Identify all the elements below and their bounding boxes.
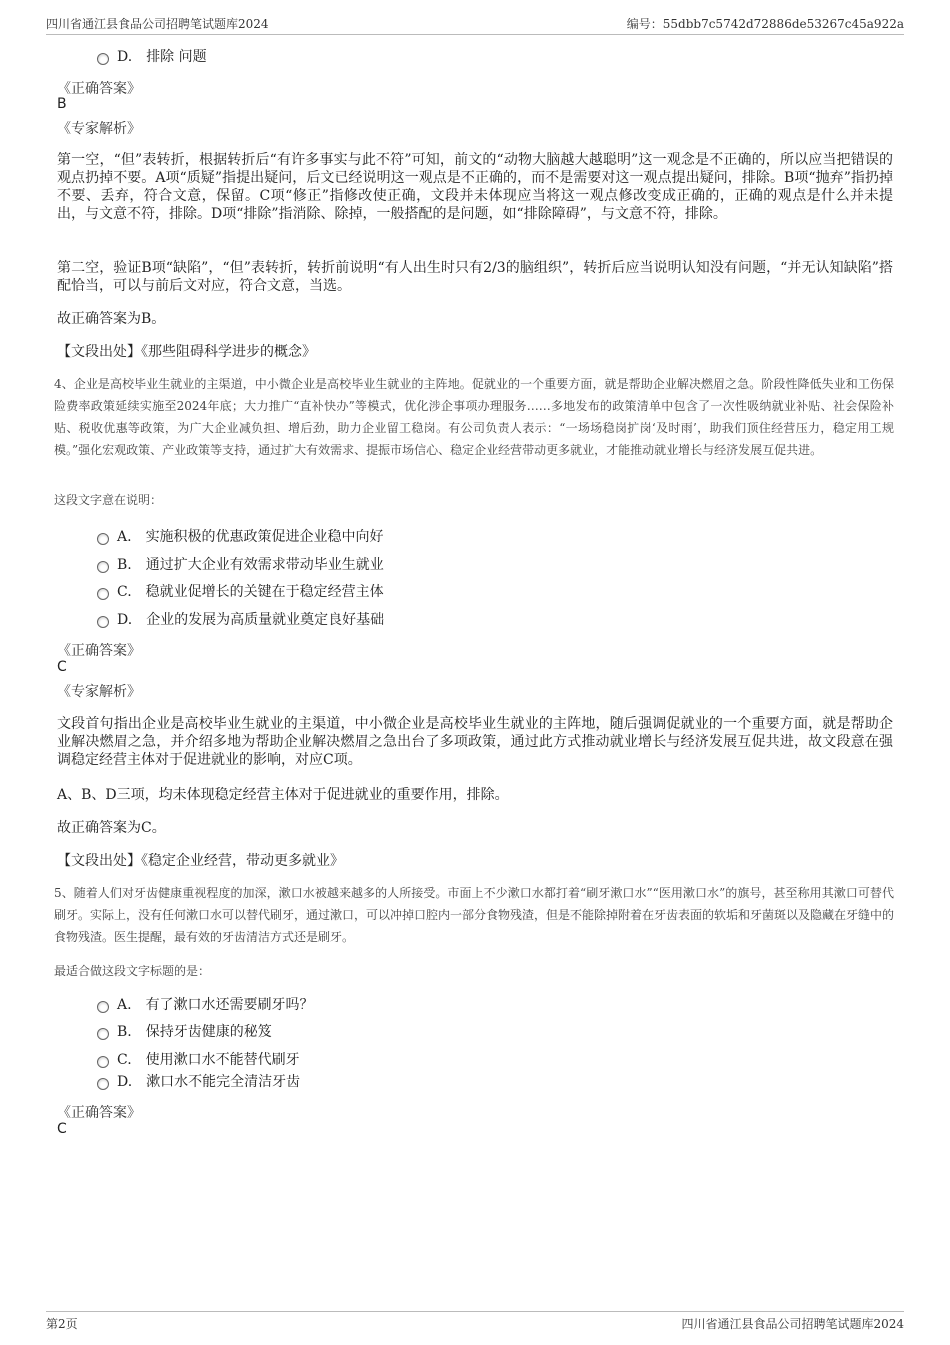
q3-answer: B [57,96,67,112]
q4-answer: C [57,659,67,675]
q5-answer-title: 《正确答案》 [57,1105,141,1121]
radio-icon[interactable] [97,561,109,573]
q4-prompt: 这段文字意在说明： [54,493,163,507]
radio-icon[interactable] [97,53,109,65]
header-doc-id: 编号：55dbb7c5742d72886de53267c45a922a [626,17,904,31]
radio-icon[interactable] [97,533,109,545]
q3-source: 【文段出处】《那些阻碍科学进步的概念》 [57,344,316,360]
q3-option-d[interactable]: D. 排除 问题 [97,47,207,67]
page-footer [46,1311,904,1336]
q5-option-c[interactable]: C. 使用漱口水不能替代刷牙 [97,1050,300,1070]
footer-title: 四川省通江县食品公司招聘笔试题库2024 [681,1317,904,1331]
radio-icon[interactable] [97,1028,109,1040]
q5-option-a[interactable]: A. 有了漱口水还需要刷牙吗？ [97,995,314,1015]
q5-answer: C [57,1121,67,1137]
header-title: 四川省通江县食品公司招聘笔试题库2024 [46,17,269,31]
q3-analysis-p3: 故正确答案为B。 [57,311,166,327]
radio-icon[interactable] [97,1001,109,1013]
q5-question-text: 5、随着人们对牙齿健康重视程度的加深，漱口水被越来越多的人所接受。市面上不少漱口水都打着“刷牙漱口水”“医用漱口水”的旗号，甚至称用其漱口可替代刷牙。实际上，没有任何漱口水可以替代刷牙，通过漱口，可以冲掉口腔内一部分食物残渣，但是不能除掉附着在牙齿表面的软垢和牙菌斑以及隐藏在牙缝中的食物残渣。医生提醒，最有效的牙齿清洁方式还是刷牙。 [54,886,895,944]
q4-analysis-p3: 故正确答案为C。 [57,820,166,836]
radio-icon[interactable] [97,1056,109,1068]
q4-source: 【文段出处】《稳定企业经营，带动更多就业》 [57,853,344,869]
q4-option-b[interactable]: B. 通过扩大企业有效需求带动毕业生就业 [97,555,384,575]
radio-icon[interactable] [97,588,109,600]
radio-icon[interactable] [97,616,109,628]
q4-answer-title: 《正确答案》 [57,643,141,659]
q3-analysis-p1: 第一空，“但”表转折，根据转折后“有许多事实与此不符”可知，前文的“动物大脑越大越聪明”这一观念是不正确的，所以应当把错误的观点扔掉不要。A项“质疑”指提出疑问，后文已经说明这一观点是不正确的，而不是需要对这一观点提出疑问，排除。B项“抛弃”指扔掉不要、丢弃，符合文意，保留。C项“修正”指修改使正确，文段并未体现应当将这一观点修改变成正确的，正确的观点是什么并未提出，与文意不符，排除。D项“排除”指消除、除掉，一般搭配的是问题，如“排除障碍”，与文意不符，排除。 [57,152,893,222]
q4-option-d[interactable]: D. 企业的发展为高质量就业奠定良好基础 [97,610,384,630]
q5-option-d[interactable]: D. 漱口水不能完全清洁牙齿 [97,1072,300,1092]
q5-prompt: 最适合做这段文字标题的是： [54,964,211,978]
page-header [46,12,904,35]
q3-analysis-p2: 第二空，验证B项“缺陷”，“但”表转折，转折前说明“有人出生时只有2/3的脑组织”，转折后应当说明认知没有问题，“并无认知缺陷”搭配恰当，可以与前后文对应，符合文意，当选。 [57,260,893,294]
q5-option-b[interactable]: B. 保持牙齿健康的秘笈 [97,1022,272,1042]
q4-analysis-p2: A、B、D三项，均未体现稳定经营主体对于促进就业的重要作用，排除。 [57,787,509,803]
q4-option-c[interactable]: C. 稳就业促增长的关键在于稳定经营主体 [97,582,384,602]
q4-analysis-title: 《专家解析》 [57,684,141,700]
q3-analysis-title: 《专家解析》 [57,121,141,137]
radio-icon[interactable] [97,1078,109,1090]
q4-analysis-p1: 文段首句指出企业是高校毕业生就业的主渠道，中小微企业是高校毕业生就业的主阵地，随后强调促就业的一个重要方面，就是帮助企业解决燃眉之急，并介绍多地为帮助企业解决燃眉之急出台了多项政策，通过此方式推动就业增长与经济发展互促共进，故文段意在强调稳定经营主体对于促进就业的影响，对应C项。 [57,716,893,768]
page-number: 第2页 [46,1317,78,1331]
q4-question-text: 4、企业是高校毕业生就业的主渠道，中小微企业是高校毕业生就业的主阵地。促就业的一个重要方面，就是帮助企业解决燃眉之急。阶段性降低失业和工伤保险费率政策延续实施至2024年底；大力推广“直补快办”等模式，优化涉企事项办理服务……多地发布的政策清单中包含了一次性吸纳就业补贴、社会保险补贴、税收优惠等政策，为广大企业减负担、增后劲，助力企业留工稳岗。有公司负责人表示：“一场场稳岗扩岗‘及时雨’，助我们顶住经营压力，稳定用工规模。”强化宏观政策、产业政策等支持，通过扩大有效需求、提振市场信心、稳定企业经营带动更多就业，才能推动就业增长与经济发展互促共进。 [54,377,894,457]
q3-answer-title: 《正确答案》 [57,81,141,97]
q4-option-a[interactable]: A. 实施积极的优惠政策促进企业稳中向好 [97,527,384,547]
